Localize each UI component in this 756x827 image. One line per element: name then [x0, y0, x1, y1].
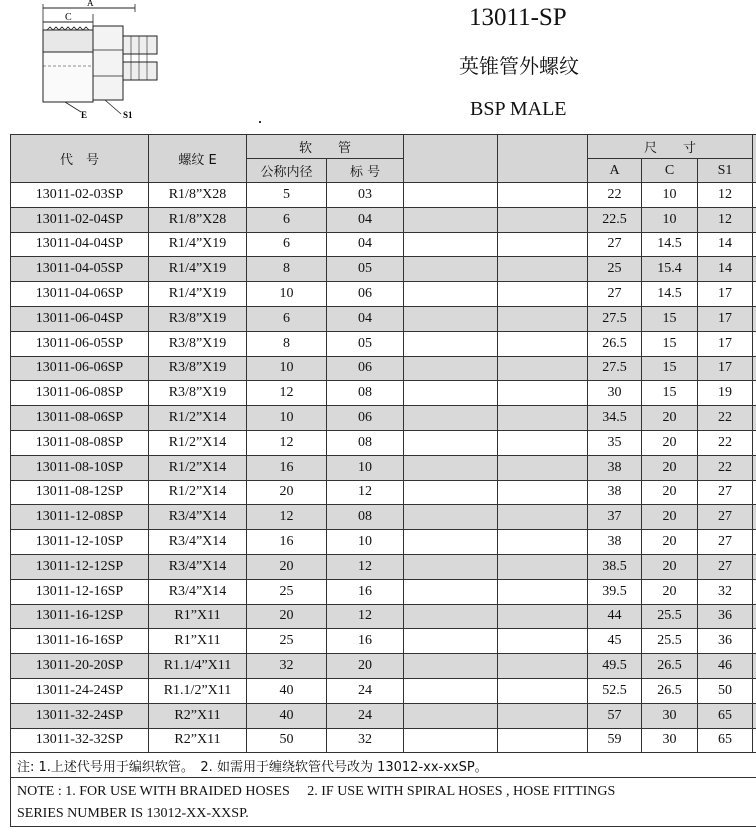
- cell-hose-no: 12: [327, 480, 404, 505]
- cell-blank: [753, 554, 756, 579]
- cell-code: 13011-08-10SP: [11, 455, 149, 480]
- cell-blank: [404, 703, 498, 728]
- cell-blank: [753, 480, 756, 505]
- cell-hose-id: 40: [247, 703, 327, 728]
- cell-blank: [404, 356, 498, 381]
- header-dimensions: 尺 寸: [588, 135, 753, 159]
- cell-code: 13011-12-10SP: [11, 530, 149, 555]
- cell-a: 39.5: [588, 579, 642, 604]
- cell-blank: [498, 678, 588, 703]
- cell-blank: [404, 406, 498, 431]
- cell-a: 27: [588, 282, 642, 307]
- cell-thread: R1/2”X14: [149, 430, 247, 455]
- stray-dot: [259, 121, 261, 123]
- cell-c: 20: [642, 430, 698, 455]
- table-row: [11, 207, 756, 232]
- table-row: [11, 306, 756, 331]
- table-row: [11, 554, 756, 579]
- note-english-line-2: SERIES NUMBER IS 13012-XX-XXSP.: [11, 802, 756, 827]
- cell-blank: [498, 654, 588, 679]
- cell-c: 15: [642, 356, 698, 381]
- cell-blank: [404, 579, 498, 604]
- cell-s1: 17: [698, 306, 753, 331]
- cell-s1: 22: [698, 455, 753, 480]
- cell-hose-no: 04: [327, 207, 404, 232]
- cell-thread: R3/4”X14: [149, 530, 247, 555]
- cell-thread: R3/8”X19: [149, 356, 247, 381]
- cell-c: 15: [642, 331, 698, 356]
- cell-a: 27: [588, 232, 642, 257]
- table-row: [11, 530, 756, 555]
- cell-hose-no: 05: [327, 257, 404, 282]
- table-row: [11, 678, 756, 703]
- dim-a-label: A: [87, 0, 94, 8]
- table-row: [11, 430, 756, 455]
- table-row: [11, 629, 756, 654]
- cell-blank: [498, 554, 588, 579]
- cell-blank: [498, 455, 588, 480]
- cell-code: 13011-04-04SP: [11, 232, 149, 257]
- cell-thread: R1”X11: [149, 604, 247, 629]
- cell-code: 13011-24-24SP: [11, 678, 149, 703]
- note-chinese: 注: 1.上述代号用于编织软管。 2. 如需用于缠绕软管代号改为 13012-xx-xxSP。: [11, 753, 756, 778]
- cell-thread: R1/2”X14: [149, 406, 247, 431]
- cell-c: 10: [642, 183, 698, 208]
- cell-thread: R1.1/2”X11: [149, 678, 247, 703]
- cell-blank: [498, 579, 588, 604]
- cell-code: 13011-04-05SP: [11, 257, 149, 282]
- cell-blank: [498, 480, 588, 505]
- cell-c: 20: [642, 554, 698, 579]
- cell-code: 13011-02-03SP: [11, 183, 149, 208]
- cell-code: 13011-02-04SP: [11, 207, 149, 232]
- cell-s1: 12: [698, 207, 753, 232]
- cell-blank: [404, 306, 498, 331]
- header-hose: 软 管: [247, 135, 404, 159]
- cell-blank: [404, 455, 498, 480]
- cell-c: 14.5: [642, 232, 698, 257]
- cell-hose-no: 06: [327, 282, 404, 307]
- subtitle-chinese: 英锥管外螺纹: [459, 50, 579, 79]
- cell-thread: R3/8”X19: [149, 306, 247, 331]
- header-c: C: [642, 159, 698, 183]
- cell-hose-id: 10: [247, 356, 327, 381]
- cell-c: 20: [642, 480, 698, 505]
- subtitle-english: BSP MALE: [470, 98, 567, 121]
- cell-c: 15.4: [642, 257, 698, 282]
- cell-hose-id: 10: [247, 406, 327, 431]
- cell-thread: R3/4”X14: [149, 554, 247, 579]
- cell-s1: 22: [698, 430, 753, 455]
- table-row: [11, 331, 756, 356]
- table-row: [11, 232, 756, 257]
- cell-blank: [404, 232, 498, 257]
- cell-hose-no: 12: [327, 604, 404, 629]
- cell-hose-no: 24: [327, 703, 404, 728]
- cell-code: 13011-32-32SP: [11, 728, 149, 753]
- cell-code: 13011-16-12SP: [11, 604, 149, 629]
- cell-blank: [753, 282, 756, 307]
- table-row: [11, 455, 756, 480]
- cell-s1: 17: [698, 331, 753, 356]
- table-row: [11, 381, 756, 406]
- s1-label: S1: [123, 110, 133, 120]
- cell-code: 13011-08-06SP: [11, 406, 149, 431]
- cell-thread: R1/2”X14: [149, 455, 247, 480]
- cell-code: 13011-12-12SP: [11, 554, 149, 579]
- thread-e-label: E: [81, 110, 87, 120]
- cell-blank: [404, 678, 498, 703]
- cell-hose-id: 6: [247, 232, 327, 257]
- note-english-line-1: NOTE : 1. FOR USE WITH BRAIDED HOSES 2. IF USE WITH SPIRAL HOSES , HOSE FITTINGS: [11, 778, 756, 803]
- cell-a: 49.5: [588, 654, 642, 679]
- table-row: [11, 654, 756, 679]
- cell-blank: [404, 554, 498, 579]
- cell-hose-id: 40: [247, 678, 327, 703]
- cell-blank: [753, 703, 756, 728]
- cell-hose-no: 05: [327, 331, 404, 356]
- header-a: A: [588, 159, 642, 183]
- header-s1: S1: [698, 159, 753, 183]
- cell-blank: [404, 480, 498, 505]
- cell-blank: [404, 282, 498, 307]
- cell-blank: [498, 728, 588, 753]
- cell-a: 38: [588, 455, 642, 480]
- cell-a: 59: [588, 728, 642, 753]
- cell-blank: [404, 728, 498, 753]
- cell-thread: R2”X11: [149, 728, 247, 753]
- cell-blank: [404, 654, 498, 679]
- cell-blank: [498, 207, 588, 232]
- cell-c: 26.5: [642, 654, 698, 679]
- cell-blank: [753, 629, 756, 654]
- cell-c: 20: [642, 579, 698, 604]
- cell-c: 25.5: [642, 604, 698, 629]
- cell-blank: [753, 406, 756, 431]
- cell-blank: [753, 207, 756, 232]
- cell-hose-no: 12: [327, 554, 404, 579]
- cell-a: 30: [588, 381, 642, 406]
- cell-hose-id: 16: [247, 455, 327, 480]
- cell-code: 13011-08-08SP: [11, 430, 149, 455]
- spec-table: [10, 134, 756, 827]
- cell-hose-id: 6: [247, 306, 327, 331]
- cell-c: 20: [642, 530, 698, 555]
- cell-hose-no: 04: [327, 306, 404, 331]
- cell-blank: [753, 728, 756, 753]
- cell-thread: R3/4”X14: [149, 579, 247, 604]
- table-row: [11, 505, 756, 530]
- cell-thread: R1/4”X19: [149, 257, 247, 282]
- cell-blank: [753, 306, 756, 331]
- cell-s1: 36: [698, 629, 753, 654]
- cell-c: 30: [642, 703, 698, 728]
- cell-a: 38: [588, 480, 642, 505]
- cell-code: 13011-06-05SP: [11, 331, 149, 356]
- cell-s1: 27: [698, 554, 753, 579]
- cell-s1: 32: [698, 579, 753, 604]
- cell-code: 13011-04-06SP: [11, 282, 149, 307]
- cell-blank: [753, 505, 756, 530]
- cell-thread: R1/2”X14: [149, 480, 247, 505]
- cell-code: 13011-32-24SP: [11, 703, 149, 728]
- cell-a: 45: [588, 629, 642, 654]
- fitting-drawing: [35, 0, 165, 122]
- cell-blank: [753, 678, 756, 703]
- cell-blank: [404, 629, 498, 654]
- header-blank-1: [404, 135, 498, 183]
- cell-thread: R1/8”X28: [149, 207, 247, 232]
- cell-blank: [498, 356, 588, 381]
- cell-blank: [753, 331, 756, 356]
- cell-blank: [498, 406, 588, 431]
- cell-hose-id: 25: [247, 629, 327, 654]
- cell-code: 13011-16-16SP: [11, 629, 149, 654]
- table-row: [11, 579, 756, 604]
- cell-a: 34.5: [588, 406, 642, 431]
- cell-hose-id: 20: [247, 554, 327, 579]
- cell-s1: 17: [698, 282, 753, 307]
- cell-blank: [753, 579, 756, 604]
- cell-c: 10: [642, 207, 698, 232]
- cell-c: 25.5: [642, 629, 698, 654]
- cell-code: 13011-20-20SP: [11, 654, 149, 679]
- cell-hose-id: 6: [247, 207, 327, 232]
- cell-thread: R1”X11: [149, 629, 247, 654]
- cell-thread: R1/8”X28: [149, 183, 247, 208]
- cell-s1: 22: [698, 406, 753, 431]
- cell-blank: [498, 306, 588, 331]
- cell-blank: [753, 604, 756, 629]
- cell-code: 13011-12-08SP: [11, 505, 149, 530]
- table-row: [11, 703, 756, 728]
- cell-s1: 12: [698, 183, 753, 208]
- cell-blank: [498, 282, 588, 307]
- cell-hose-id: 12: [247, 381, 327, 406]
- cell-blank: [753, 257, 756, 282]
- cell-c: 20: [642, 406, 698, 431]
- cell-hose-no: 04: [327, 232, 404, 257]
- cell-hose-no: 03: [327, 183, 404, 208]
- cell-c: 15: [642, 306, 698, 331]
- cell-a: 22: [588, 183, 642, 208]
- cell-hose-no: 10: [327, 530, 404, 555]
- cell-hose-id: 20: [247, 604, 327, 629]
- cell-c: 14.5: [642, 282, 698, 307]
- cell-blank: [753, 381, 756, 406]
- cell-blank: [753, 430, 756, 455]
- cell-hose-id: 8: [247, 257, 327, 282]
- table-row: [11, 282, 756, 307]
- cell-blank: [753, 232, 756, 257]
- cell-blank: [404, 257, 498, 282]
- cell-hose-no: 24: [327, 678, 404, 703]
- cell-hose-no: 10: [327, 455, 404, 480]
- table-row: [11, 257, 756, 282]
- cell-thread: R1.1/4”X11: [149, 654, 247, 679]
- cell-a: 38.5: [588, 554, 642, 579]
- cell-thread: R3/8”X19: [149, 381, 247, 406]
- cell-hose-id: 12: [247, 430, 327, 455]
- cell-s1: 14: [698, 257, 753, 282]
- cell-a: 37: [588, 505, 642, 530]
- header-hose-id: 公称内径: [247, 159, 327, 183]
- cell-blank: [404, 331, 498, 356]
- cell-thread: R3/4”X14: [149, 505, 247, 530]
- cell-s1: 27: [698, 505, 753, 530]
- cell-a: 27.5: [588, 306, 642, 331]
- cell-s1: 19: [698, 381, 753, 406]
- cell-blank: [498, 629, 588, 654]
- cell-hose-no: 08: [327, 505, 404, 530]
- cell-blank: [404, 530, 498, 555]
- cell-hose-id: 50: [247, 728, 327, 753]
- cell-s1: 46: [698, 654, 753, 679]
- table-row: [11, 356, 756, 381]
- cell-hose-no: 16: [327, 579, 404, 604]
- cell-blank: [753, 356, 756, 381]
- cell-c: 26.5: [642, 678, 698, 703]
- cell-a: 44: [588, 604, 642, 629]
- cell-blank: [498, 703, 588, 728]
- cell-blank: [498, 183, 588, 208]
- cell-hose-no: 08: [327, 430, 404, 455]
- cell-hose-no: 16: [327, 629, 404, 654]
- cell-blank: [498, 430, 588, 455]
- cell-hose-id: 12: [247, 505, 327, 530]
- cell-hose-id: 10: [247, 282, 327, 307]
- cell-blank: [498, 232, 588, 257]
- cell-code: 13011-12-16SP: [11, 579, 149, 604]
- cell-code: 13011-06-04SP: [11, 306, 149, 331]
- cell-a: 26.5: [588, 331, 642, 356]
- cell-s1: 65: [698, 703, 753, 728]
- cell-s1: 14: [698, 232, 753, 257]
- cell-code: 13011-08-12SP: [11, 480, 149, 505]
- header-blank-2: [498, 135, 588, 183]
- table-row: [11, 480, 756, 505]
- cell-thread: R2”X11: [149, 703, 247, 728]
- cell-hose-no: 06: [327, 356, 404, 381]
- cell-s1: 27: [698, 530, 753, 555]
- cell-thread: R1/4”X19: [149, 282, 247, 307]
- cell-c: 30: [642, 728, 698, 753]
- cell-hose-id: 5: [247, 183, 327, 208]
- cell-blank: [498, 331, 588, 356]
- cell-s1: 27: [698, 480, 753, 505]
- cell-blank: [753, 183, 756, 208]
- cell-thread: R1/4”X19: [149, 232, 247, 257]
- table-row: [11, 406, 756, 431]
- table-row: [11, 183, 756, 208]
- cell-c: 20: [642, 505, 698, 530]
- cell-c: 20: [642, 455, 698, 480]
- cell-hose-no: 32: [327, 728, 404, 753]
- cell-blank: [404, 604, 498, 629]
- cell-blank: [753, 530, 756, 555]
- header-thread: 螺纹 E: [149, 135, 247, 183]
- cell-blank: [498, 604, 588, 629]
- cell-hose-id: 32: [247, 654, 327, 679]
- cell-blank: [498, 257, 588, 282]
- cell-blank: [404, 207, 498, 232]
- page-title: 13011-SP: [469, 4, 567, 32]
- header-blank-3: [753, 135, 756, 183]
- table-row: [11, 728, 756, 753]
- cell-hose-id: 8: [247, 331, 327, 356]
- cell-a: 57: [588, 703, 642, 728]
- cell-s1: 36: [698, 604, 753, 629]
- cell-blank: [404, 430, 498, 455]
- cell-blank: [404, 381, 498, 406]
- cell-blank: [753, 654, 756, 679]
- cell-s1: 50: [698, 678, 753, 703]
- cell-thread: R3/8”X19: [149, 331, 247, 356]
- cell-code: 13011-06-06SP: [11, 356, 149, 381]
- cell-hose-no: 08: [327, 381, 404, 406]
- table-row: [11, 604, 756, 629]
- cell-blank: [404, 183, 498, 208]
- cell-s1: 65: [698, 728, 753, 753]
- cell-a: 35: [588, 430, 642, 455]
- header-code: 代 号: [11, 135, 149, 183]
- cell-blank: [753, 455, 756, 480]
- header-hose-no: 标 号: [327, 159, 404, 183]
- cell-hose-no: 20: [327, 654, 404, 679]
- cell-code: 13011-06-08SP: [11, 381, 149, 406]
- cell-hose-no: 06: [327, 406, 404, 431]
- cell-c: 15: [642, 381, 698, 406]
- cell-hose-id: 20: [247, 480, 327, 505]
- cell-blank: [498, 530, 588, 555]
- cell-hose-id: 25: [247, 579, 327, 604]
- cell-a: 27.5: [588, 356, 642, 381]
- cell-a: 38: [588, 530, 642, 555]
- cell-a: 25: [588, 257, 642, 282]
- cell-a: 52.5: [588, 678, 642, 703]
- cell-blank: [498, 505, 588, 530]
- cell-hose-id: 16: [247, 530, 327, 555]
- cell-a: 22.5: [588, 207, 642, 232]
- dim-c-label: C: [65, 12, 72, 23]
- cell-blank: [498, 381, 588, 406]
- cell-s1: 17: [698, 356, 753, 381]
- cell-blank: [404, 505, 498, 530]
